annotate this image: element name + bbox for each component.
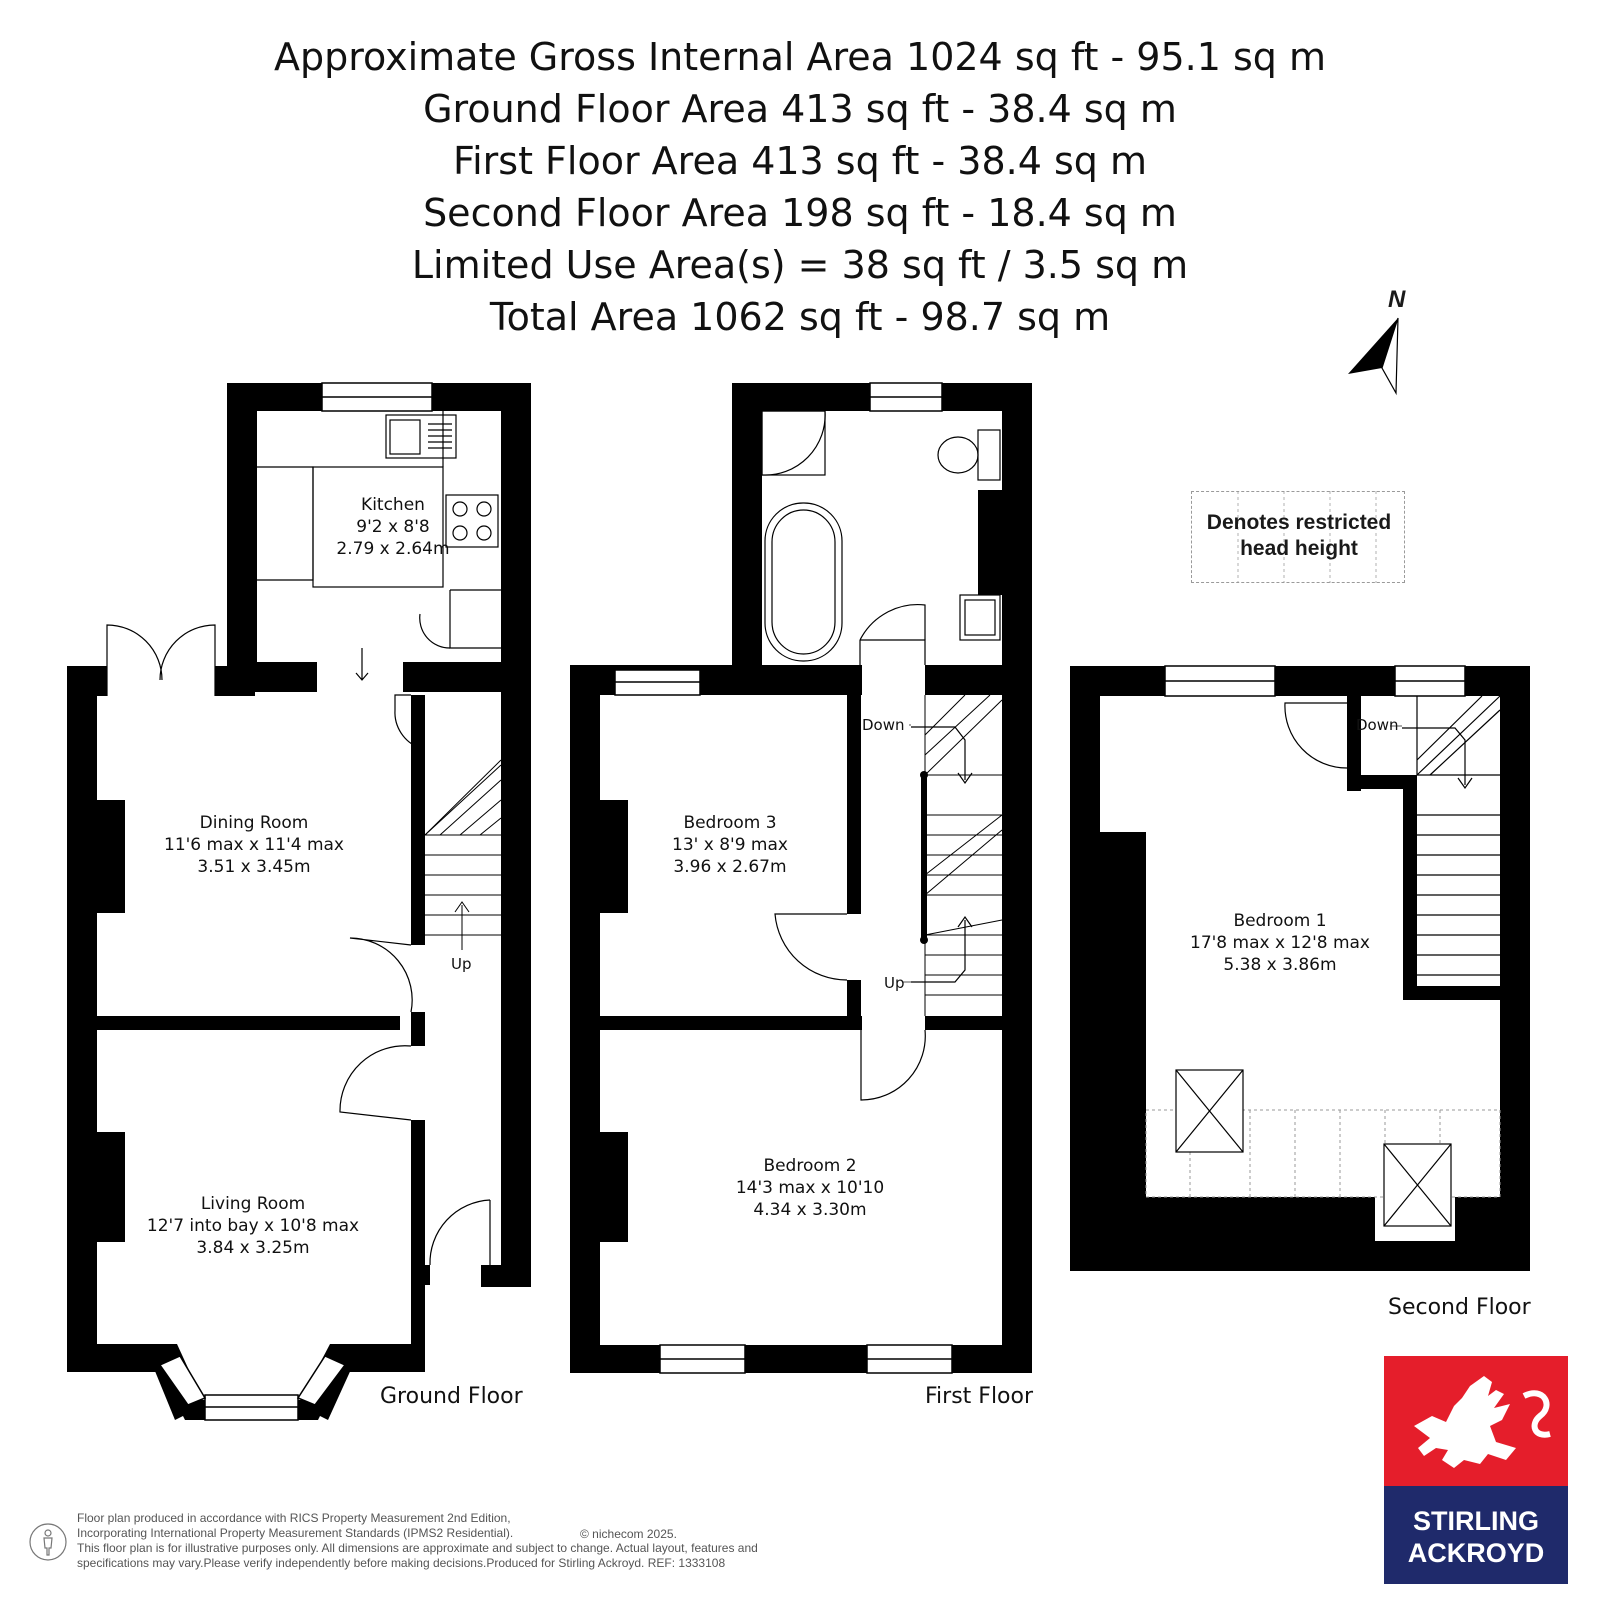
wall	[925, 1016, 1005, 1030]
living-room-label	[118, 1193, 388, 1259]
room-imperial: 11'6 max x 11'4 max	[164, 835, 344, 855]
basin-icon	[960, 595, 1000, 640]
chimney-breast	[97, 800, 125, 913]
brand-line1: STIRLING	[1413, 1506, 1539, 1536]
first-stairs-up-label: Up	[884, 974, 905, 992]
footer-line4: specifications may vary.Please verify independently before making decisions.Produced for Stirling Ackroyd. REF: 1333108	[77, 1556, 726, 1570]
legend-line1: Denotes restricted	[1206, 511, 1392, 534]
wall	[978, 490, 1002, 595]
room-imperial: 12'7 into bay x 10'8 max	[146, 1216, 360, 1236]
restricted-wall	[1146, 1197, 1375, 1241]
toilet-icon	[978, 430, 1000, 480]
brand-logo	[1384, 1356, 1568, 1584]
ground-floor-label: Ground Floor	[380, 1384, 523, 1409]
wall	[411, 695, 425, 945]
room-name: Bedroom 3	[683, 813, 777, 833]
first-floor-plan	[570, 383, 1032, 1373]
wall	[570, 1345, 1032, 1373]
wall	[1070, 1241, 1530, 1271]
bedroom2-label	[700, 1155, 920, 1221]
wall	[227, 383, 257, 670]
griffin-logo-icon	[1384, 1356, 1568, 1486]
wall	[481, 1265, 531, 1287]
room-name: Living Room	[200, 1194, 306, 1214]
wall	[411, 1120, 425, 1372]
room-imperial: 17'8 max x 12'8 max	[1190, 933, 1370, 953]
shower-icon	[762, 411, 825, 475]
room-metric: 3.96 x 2.67m	[673, 857, 787, 877]
footer-line2: Incorporating International Property Measurement Standards (IPMS2 Residential).	[77, 1526, 514, 1540]
first-floor-label: First Floor	[925, 1384, 1034, 1409]
total-area-line: Total Area 1062 sq ft - 98.7 sq m	[489, 295, 1111, 339]
footer-line1: Floor plan produced in accordance with RICS Property Measurement 2nd Edition,	[77, 1511, 511, 1525]
bathroom-fittings	[762, 411, 1000, 665]
wall	[1002, 383, 1032, 1373]
wall	[732, 383, 762, 665]
gross-area-line: Approximate Gross Internal Area 1024 sq ft - 95.1 sq m	[274, 35, 1326, 79]
footer-line3: This floor plan is for illustrative purposes only. All dimensions are approximate and subject to change. Actual layout, features and	[77, 1541, 758, 1555]
restricted-wall	[1100, 832, 1146, 1241]
ground-floor-area-line: Ground Floor Area 413 sq ft - 38.4 sq m	[423, 87, 1177, 131]
wall	[1070, 666, 1100, 1271]
wall	[425, 1265, 430, 1285]
room-imperial: 9'2 x 8'8	[356, 517, 430, 537]
wall	[411, 1012, 425, 1046]
room-imperial: 13' x 8'9 max	[672, 835, 788, 855]
room-metric: 2.79 x 2.64m	[336, 539, 450, 559]
wall	[600, 1016, 862, 1030]
first-stairs-down-label: Down	[862, 716, 905, 734]
ground-staircase	[425, 760, 501, 950]
north-arrow-icon	[1340, 290, 1420, 400]
restricted-height-legend	[1191, 491, 1405, 583]
wall	[570, 665, 600, 1373]
bedroom1-label	[1165, 910, 1395, 976]
wall	[403, 662, 503, 692]
wall	[1403, 986, 1500, 1000]
room-metric: 4.34 x 3.30m	[753, 1200, 867, 1220]
room-name: Kitchen	[361, 495, 425, 515]
limited-use-area-line: Limited Use Area(s) = 38 sq ft / 3.5 sq m	[411, 243, 1189, 287]
wall	[570, 665, 862, 695]
wall	[97, 1016, 400, 1030]
wall	[67, 666, 97, 1372]
second-stairs-down-label: Down	[1356, 716, 1399, 734]
banister	[921, 775, 927, 940]
bath-icon	[765, 503, 842, 661]
dining-room-label	[134, 812, 374, 878]
french-door	[107, 625, 162, 696]
room-name: Dining Room	[199, 813, 309, 833]
legend-line2: head height	[1240, 537, 1358, 560]
second-floor-label: Second Floor	[1388, 1295, 1531, 1320]
chimney-breast	[600, 1132, 628, 1242]
brand-line2: ACKROYD	[1407, 1538, 1545, 1568]
chimney-breast	[600, 800, 628, 913]
room-metric: 3.84 x 3.25m	[196, 1238, 310, 1258]
footer-disclaimer	[77, 1511, 857, 1571]
person-icon	[28, 1522, 68, 1562]
room-metric: 5.38 x 3.86m	[1223, 955, 1337, 975]
first-floor-staircase	[925, 695, 1002, 1016]
bedroom3-label	[630, 812, 830, 878]
kitchen-label	[318, 494, 468, 560]
room-imperial: 14'3 max x 10'10	[735, 1178, 885, 1198]
wall	[1500, 666, 1530, 1271]
footer-copyright: © nichecom 2025.	[580, 1527, 677, 1541]
room-metric: 3.51 x 3.45m	[197, 857, 311, 877]
north-label: N	[1388, 286, 1406, 313]
second-floor-area-line: Second Floor Area 198 sq ft - 18.4 sq m	[423, 191, 1177, 235]
wall	[1403, 775, 1417, 1000]
wall	[925, 665, 1005, 695]
wall	[501, 383, 531, 1287]
wall	[215, 666, 255, 696]
room-name: Bedroom 1	[1233, 911, 1327, 931]
wall	[847, 692, 861, 914]
room-name: Bedroom 2	[763, 1156, 857, 1176]
first-floor-area-line: First Floor Area 413 sq ft - 38.4 sq m	[453, 139, 1147, 183]
restricted-wall	[1455, 1197, 1500, 1241]
wall	[67, 666, 107, 696]
ground-stairs-up-label: Up	[451, 955, 472, 973]
